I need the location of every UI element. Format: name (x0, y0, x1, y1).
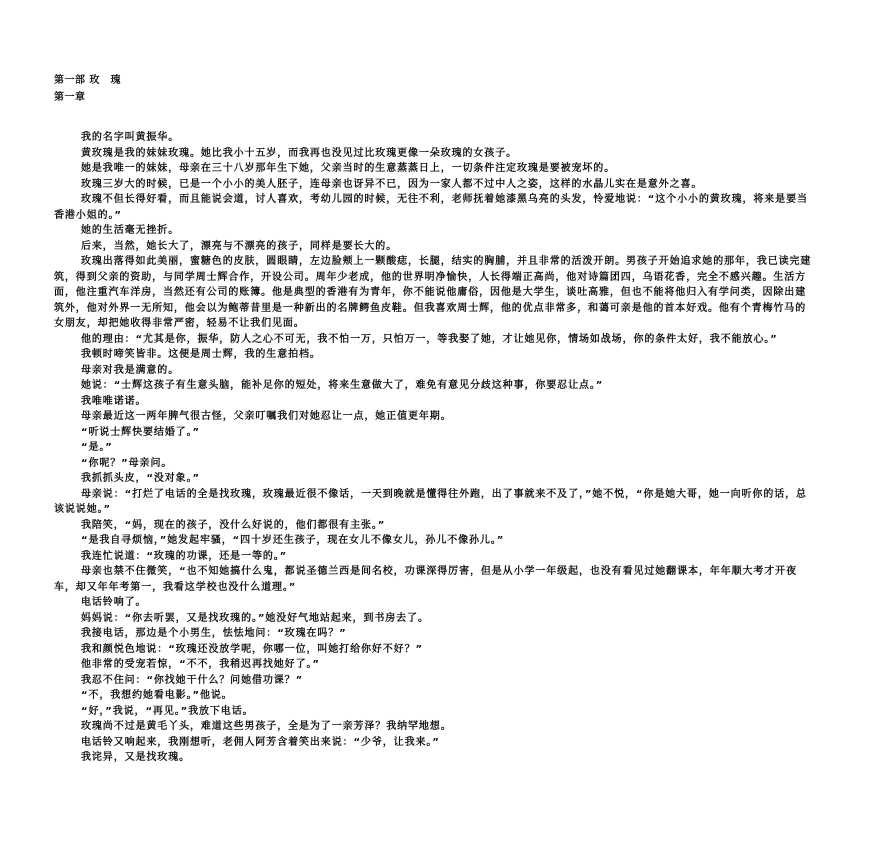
paragraph: 后来，当然，她长大了，漂亮与不漂亮的孩子，同样是要长大的。 (81, 240, 398, 252)
body-text (54, 130, 814, 766)
paragraph: “好，”我说，“再见。”我放下电话。 (81, 705, 254, 717)
paragraph: 她说：“士辉这孩子有生意头脑，能补足你的短处，将来生意做大了，难免有意见分歧这种事，你要忍让点。” (81, 380, 604, 391)
paragraph: 母亲对我是满意的。 (81, 364, 180, 376)
paragraph: 我唯唯诺诺。 (81, 395, 147, 407)
document-header (54, 72, 814, 106)
paragraph: 黄玫瑰是我的妹妹玫瑰。她比我小十五岁，而我再也没见过比玫瑰更像一朵玫瑰的女孩子。 (81, 147, 517, 159)
paragraph: 母亲也禁不住微笑，“也不知她搞什么鬼，都说圣德兰西是间名校，功课深得厉害，但是从小学一年级起，也没有看见过她翻课本，年年顺大考才开夜车，却又年年考第一，我看这学校也没什么道理。” (54, 566, 797, 593)
paragraph: “不，我想约她看电影。”他说。 (81, 690, 233, 701)
paragraph: 我接电话，那边是个小男生，怯怯地问：“玫瑰在吗？” (81, 628, 347, 639)
paragraph: 她的生活毫无挫折。 (81, 225, 180, 236)
paragraph: 我连忙说道：“玫瑰的功课，还是一等的。” (81, 550, 288, 562)
paragraph: 我陪笑，“妈，现在的孩子，没什么好说的，他们都很有主张。” (81, 519, 386, 531)
paragraph: 他非常的受宠若惊，“不不，我稍迟再找她好了。” (81, 659, 320, 670)
paragraph: “你呢？”母亲问。 (81, 457, 173, 469)
paragraph: 母亲说：“打烂了电话的全是找玫瑰，玫瑰最近很不像话，一天到晚就是懂得往外跑，出了事就来不及了，”她不悦，“你是她大哥，她一向听你的话，总该说说她。” (54, 488, 807, 515)
paragraph: 他的理由：“尤其是你，振华，防人之心不可无，我不怕一万，只怕万一，等我娶了她，才让她见你，情场如战场，你的条件太好，我不能放心。” (81, 333, 778, 345)
paragraph: 母亲最近这一两年脾气很古怪，父亲叮嘱我们对她忍让一点，她正值更年期。 (81, 411, 452, 422)
paragraph: 我抓抓头皮，“没对象。” (81, 473, 200, 484)
paragraph: 我顿时啼笑皆非。这便是周士辉，我的生意拍档。 (81, 349, 321, 360)
paragraph: 玫瑰尚不过是黄毛丫头，难道这些男孩子，全是为了一亲芳泽？我纳罕地想。 (81, 721, 452, 732)
paragraph: 我诧异，又是找玫瑰。 (81, 752, 190, 763)
paragraph: 玫瑰不但长得好看，而且能说会道，讨人喜欢，考幼儿园的时候，无往不利，老师抚着她漆黑乌亮的头发，怜爱地说：“这个小小的黄玫瑰，将来是要当香港小姐的。” (54, 194, 808, 221)
chapter-title: 第一章 (54, 92, 86, 103)
paragraph: 我的名字叫黄振华。 (81, 132, 180, 143)
paragraph: 妈妈说：“你去听罢，又是找玫瑰的。”她没好气地站起来，到书房去了。 (81, 612, 429, 624)
paragraph: 我忍不住问：“你找她干什么？问她借功课？” (81, 674, 304, 686)
paragraph: 玫瑰出落得如此美丽，蜜糖色的皮肤，圆眼睛，左边脸颊上一颗酸痣，长腿，结实的胸脯，并且非常的活泼开朗。男孩子开始追求她的那年，我已读完建筑，得到父亲的资助，与同学周士辉合作，开设公司。周年少老成，他的世界明净愉快，人长得端正高尚，他对诗篇团四，乌语花香，完全不感兴趣。生活方面，他注重汽车洋房，当然还有公司的账簿。他是典型的香港有为青年，你不能说他庸俗，因他是大学生，谈吐高雅，但也不能将他归入有学问类，因除出建筑外，他对外界一无所知，他会以为鲍蒂昔里是一种新出的名牌鳄鱼皮鞋。但我喜欢周士辉，他的优点非常多，和蔼可亲是他的首本好戏。他有个青梅竹马的女朋友，却把她收得非常严密，轻易不让我们见面。 (54, 256, 812, 329)
paragraph: “是我自寻烦恼，”她发起牢骚，“四十岁还生孩子，现在女儿不像女儿，孙儿不像孙儿。” (81, 535, 505, 546)
paragraph: “是。” (81, 442, 113, 453)
paragraph: “听说士辉快要结婚了。” (81, 426, 200, 438)
paragraph: 玫瑰三岁大的时候，已是一个小小的美人胚子，连母亲也讶异不已，因为一家人都不过中人之姿，这样的水晶儿实在是意外之喜。 (81, 178, 703, 190)
paragraph: 我和颜悦色地说：“玫瑰还没放学呢，你哪一位，叫她打给你好不好？” (81, 643, 423, 655)
part-title: 第一部 玫 瑰 (54, 75, 121, 86)
paragraph: 电话铃又响起来，我刚想听，老佣人阿芳含着笑出来说：“少爷，让我来。” (81, 736, 440, 748)
paragraph: 她是我唯一的妹妹，母亲在三十八岁那年生下她，父亲当时的生意蒸蒸日上，一切条件注定玫瑰是要被宠坏的。 (81, 163, 616, 174)
paragraph: 电话铃响了。 (81, 597, 147, 608)
